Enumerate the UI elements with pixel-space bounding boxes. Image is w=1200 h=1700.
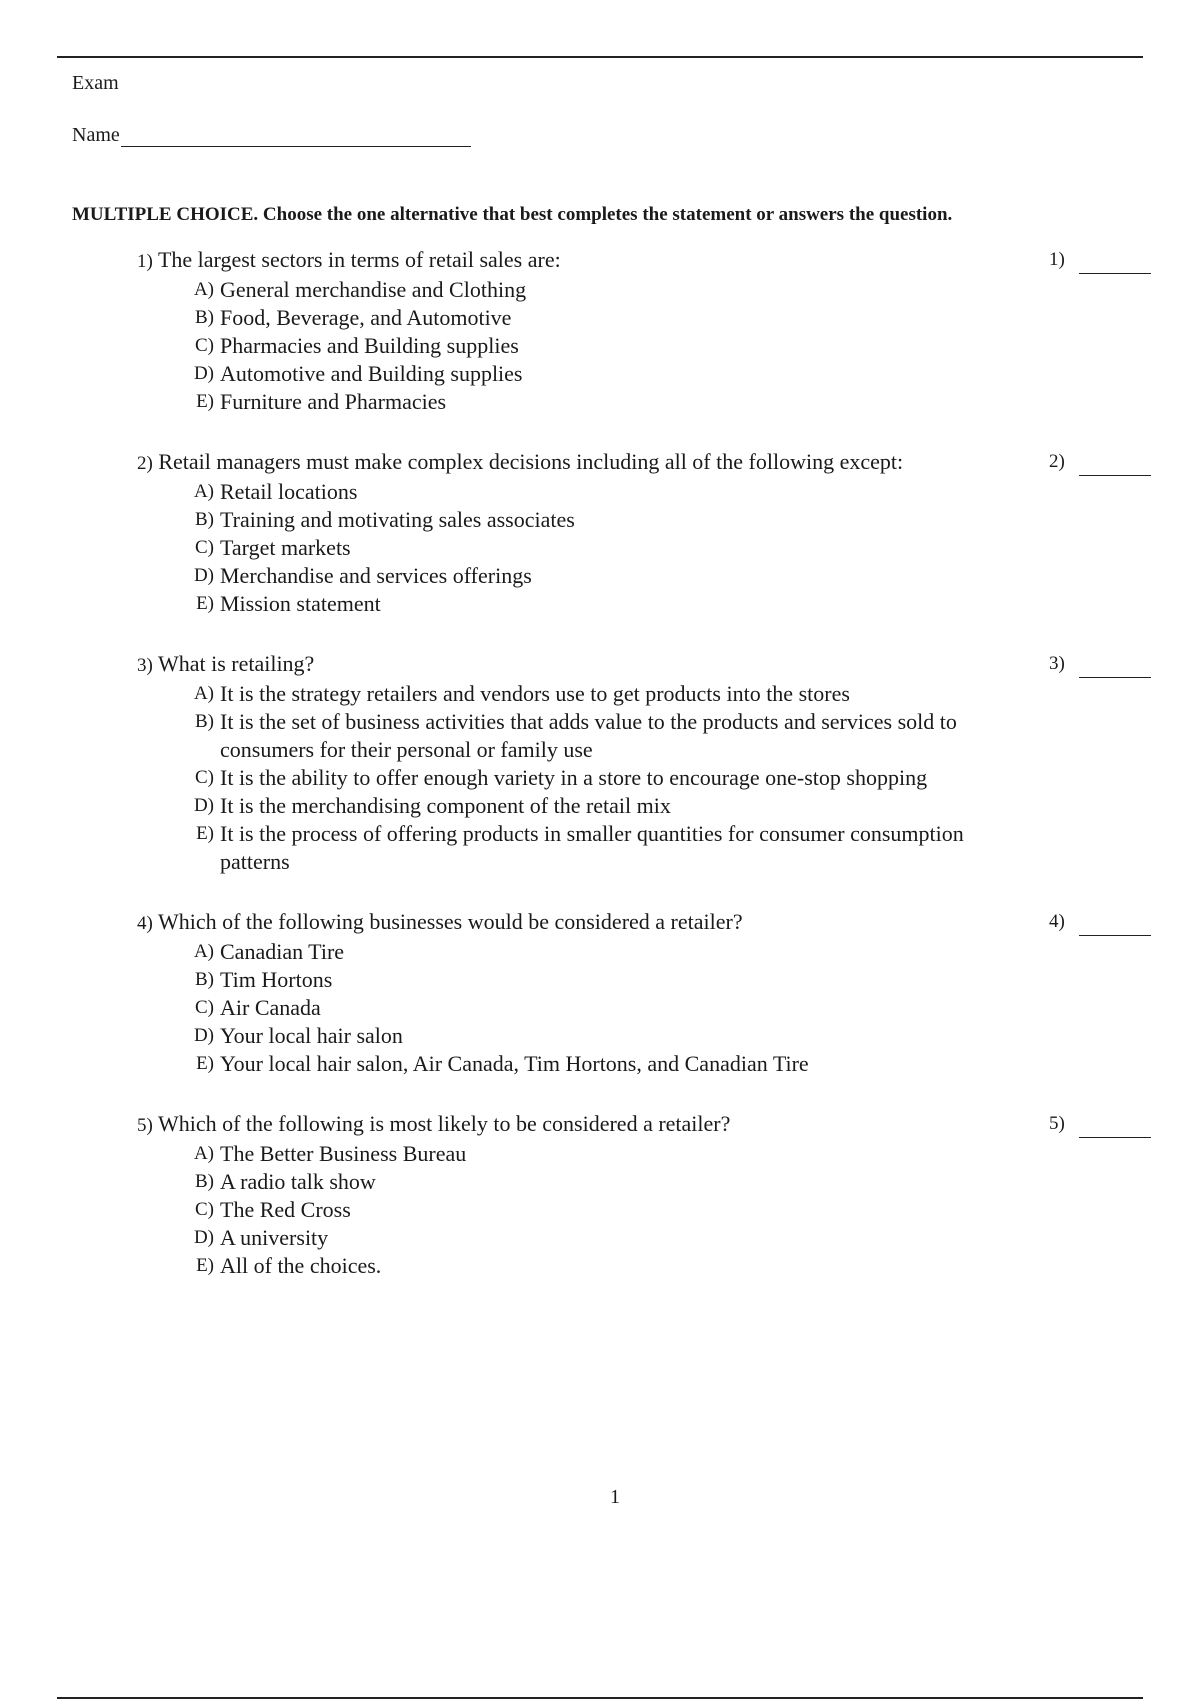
- choice-text: Target markets: [220, 535, 351, 560]
- choice-text: All of the choices.: [220, 1253, 382, 1278]
- choice-text: Training and motivating sales associates: [220, 507, 575, 532]
- choice-letter: A): [193, 1143, 214, 1164]
- question-text: What is retailing?: [157, 651, 315, 676]
- choice-text: A radio talk show: [220, 1169, 376, 1194]
- choice-item[interactable]: [190, 304, 1010, 332]
- choice-text: A university: [220, 1225, 329, 1250]
- question-3: [0, 650, 1200, 876]
- choice-letter: D): [193, 1025, 214, 1046]
- answer-slot: [1049, 1110, 1151, 1138]
- choice-text: Furniture and Pharmacies: [220, 389, 447, 414]
- choice-letter: C): [195, 767, 214, 788]
- choice-text: Air Canada: [220, 995, 321, 1020]
- question-stem: [137, 448, 1200, 478]
- choice-letter: E): [196, 823, 214, 844]
- choice-letter: C): [195, 997, 214, 1018]
- choice-item[interactable]: [190, 276, 1010, 304]
- choice-list: [190, 680, 1010, 876]
- answer-slot: [1049, 448, 1151, 476]
- question-text: Which of the following is most likely to be considered a retailer?: [157, 1111, 731, 1136]
- choice-letter: D): [193, 363, 214, 384]
- section-instructions: MULTIPLE CHOICE. Choose the one alternative that best completes the statement or answers the question.: [72, 204, 953, 225]
- choice-item[interactable]: [190, 938, 1010, 966]
- choice-item[interactable]: [190, 1140, 1010, 1168]
- choice-text: It is the ability to offer enough variety in a store to encourage one-stop shopping: [220, 765, 928, 790]
- answer-label: 2): [1049, 451, 1065, 472]
- question-number: 5): [137, 1115, 153, 1136]
- question-stem: [137, 1110, 1200, 1140]
- choice-item[interactable]: [190, 478, 1010, 506]
- choice-item[interactable]: [190, 590, 1010, 618]
- choice-text: Your local hair salon: [220, 1023, 403, 1048]
- choice-letter: B): [195, 711, 214, 732]
- choice-letter: A): [193, 481, 214, 502]
- question-4: [0, 908, 1200, 1078]
- choice-text: General merchandise and Clothing: [220, 277, 527, 302]
- choice-item[interactable]: [190, 562, 1010, 590]
- name-field: [72, 124, 471, 147]
- answer-slot: [1049, 246, 1151, 274]
- name-blank[interactable]: [121, 126, 471, 147]
- answer-blank[interactable]: [1079, 457, 1151, 476]
- question-text: Which of the following businesses would be considered a retailer?: [157, 909, 743, 934]
- question-list: [0, 246, 1200, 1312]
- choice-item[interactable]: [190, 764, 1010, 792]
- choice-letter: B): [195, 307, 214, 328]
- question-stem: [137, 908, 1200, 938]
- question-text: Retail managers must make complex decisions including all of the following except:: [158, 449, 904, 474]
- page-number: 1: [610, 1486, 620, 1508]
- choice-item[interactable]: [190, 1224, 1010, 1252]
- choice-item[interactable]: [190, 1168, 1010, 1196]
- question-stem: [137, 650, 1200, 680]
- answer-blank[interactable]: [1079, 1119, 1151, 1138]
- choice-item[interactable]: [190, 534, 1010, 562]
- choice-text: Pharmacies and Building supplies: [220, 333, 519, 358]
- choice-item[interactable]: [190, 820, 1010, 876]
- name-label: Name: [72, 124, 120, 146]
- choice-item[interactable]: [190, 1050, 1010, 1078]
- question-5: [0, 1110, 1200, 1280]
- answer-blank[interactable]: [1079, 255, 1151, 274]
- choice-letter: E): [196, 593, 214, 614]
- choice-letter: E): [196, 1255, 214, 1276]
- question-number: 2): [137, 453, 153, 474]
- choice-letter: A): [193, 941, 214, 962]
- choice-item[interactable]: [190, 332, 1010, 360]
- choice-letter: B): [195, 509, 214, 530]
- choice-text: Your local hair salon, Air Canada, Tim Hortons, and Canadian Tire: [220, 1051, 809, 1076]
- top-rule: [57, 56, 1143, 58]
- choice-text: Retail locations: [220, 479, 358, 504]
- choice-text: The Red Cross: [220, 1197, 351, 1222]
- choice-text: It is the merchandising component of the retail mix: [220, 793, 671, 818]
- question-1: [0, 246, 1200, 416]
- choice-item[interactable]: [190, 680, 1010, 708]
- choice-letter: A): [193, 279, 214, 300]
- question-number: 1): [137, 251, 153, 272]
- answer-slot: [1049, 650, 1151, 678]
- choice-letter: B): [195, 1171, 214, 1192]
- choice-letter: C): [195, 537, 214, 558]
- question-number: 4): [137, 913, 153, 934]
- choice-list: [190, 938, 1010, 1078]
- choice-item[interactable]: [190, 708, 1010, 764]
- choice-item[interactable]: [190, 1196, 1010, 1224]
- choice-item[interactable]: [190, 994, 1010, 1022]
- bottom-rule: [57, 1697, 1143, 1699]
- choice-text: Food, Beverage, and Automotive: [220, 305, 512, 330]
- answer-slot: [1049, 908, 1151, 936]
- choice-letter: E): [196, 391, 214, 412]
- choice-letter: D): [193, 1227, 214, 1248]
- answer-label: 5): [1049, 1113, 1065, 1134]
- answer-label: 1): [1049, 249, 1065, 270]
- choice-letter: E): [196, 1053, 214, 1074]
- question-text: The largest sectors in terms of retail sales are:: [157, 247, 561, 272]
- answer-label: 3): [1049, 653, 1065, 674]
- choice-item[interactable]: [190, 506, 1010, 534]
- choice-text: The Better Business Bureau: [220, 1141, 467, 1166]
- question-number: 3): [137, 655, 153, 676]
- choice-letter: C): [195, 1199, 214, 1220]
- choice-text: Tim Hortons: [220, 967, 333, 992]
- choice-item[interactable]: [190, 360, 1010, 388]
- choice-text: It is the set of business activities that adds value to the products and services sold to consumers for their personal or family use: [220, 709, 957, 762]
- choice-list: [190, 276, 1010, 416]
- choice-item[interactable]: [190, 388, 1010, 416]
- choice-item[interactable]: [190, 792, 1010, 820]
- choice-text: It is the strategy retailers and vendors use to get products into the stores: [220, 681, 850, 706]
- choice-text: Automotive and Building supplies: [220, 361, 523, 386]
- choice-letter: D): [193, 795, 214, 816]
- choice-item[interactable]: [190, 966, 1010, 994]
- choice-text: Canadian Tire: [220, 939, 345, 964]
- choice-item[interactable]: [190, 1252, 1010, 1280]
- choice-list: [190, 478, 1010, 618]
- choice-item[interactable]: [190, 1022, 1010, 1050]
- choice-text: Mission statement: [220, 591, 381, 616]
- answer-blank[interactable]: [1079, 917, 1151, 936]
- answer-blank[interactable]: [1079, 659, 1151, 678]
- question-2: [0, 448, 1200, 618]
- choice-letter: B): [195, 969, 214, 990]
- question-stem: [137, 246, 1200, 276]
- choice-list: [190, 1140, 1010, 1280]
- choice-letter: D): [193, 565, 214, 586]
- answer-label: 4): [1049, 911, 1065, 932]
- choice-letter: C): [195, 335, 214, 356]
- exam-title: Exam: [72, 72, 119, 94]
- choice-text: Merchandise and services offerings: [220, 563, 532, 588]
- choice-letter: A): [193, 683, 214, 704]
- choice-text: It is the process of offering products in smaller quantities for consumer consumption patterns: [220, 821, 964, 874]
